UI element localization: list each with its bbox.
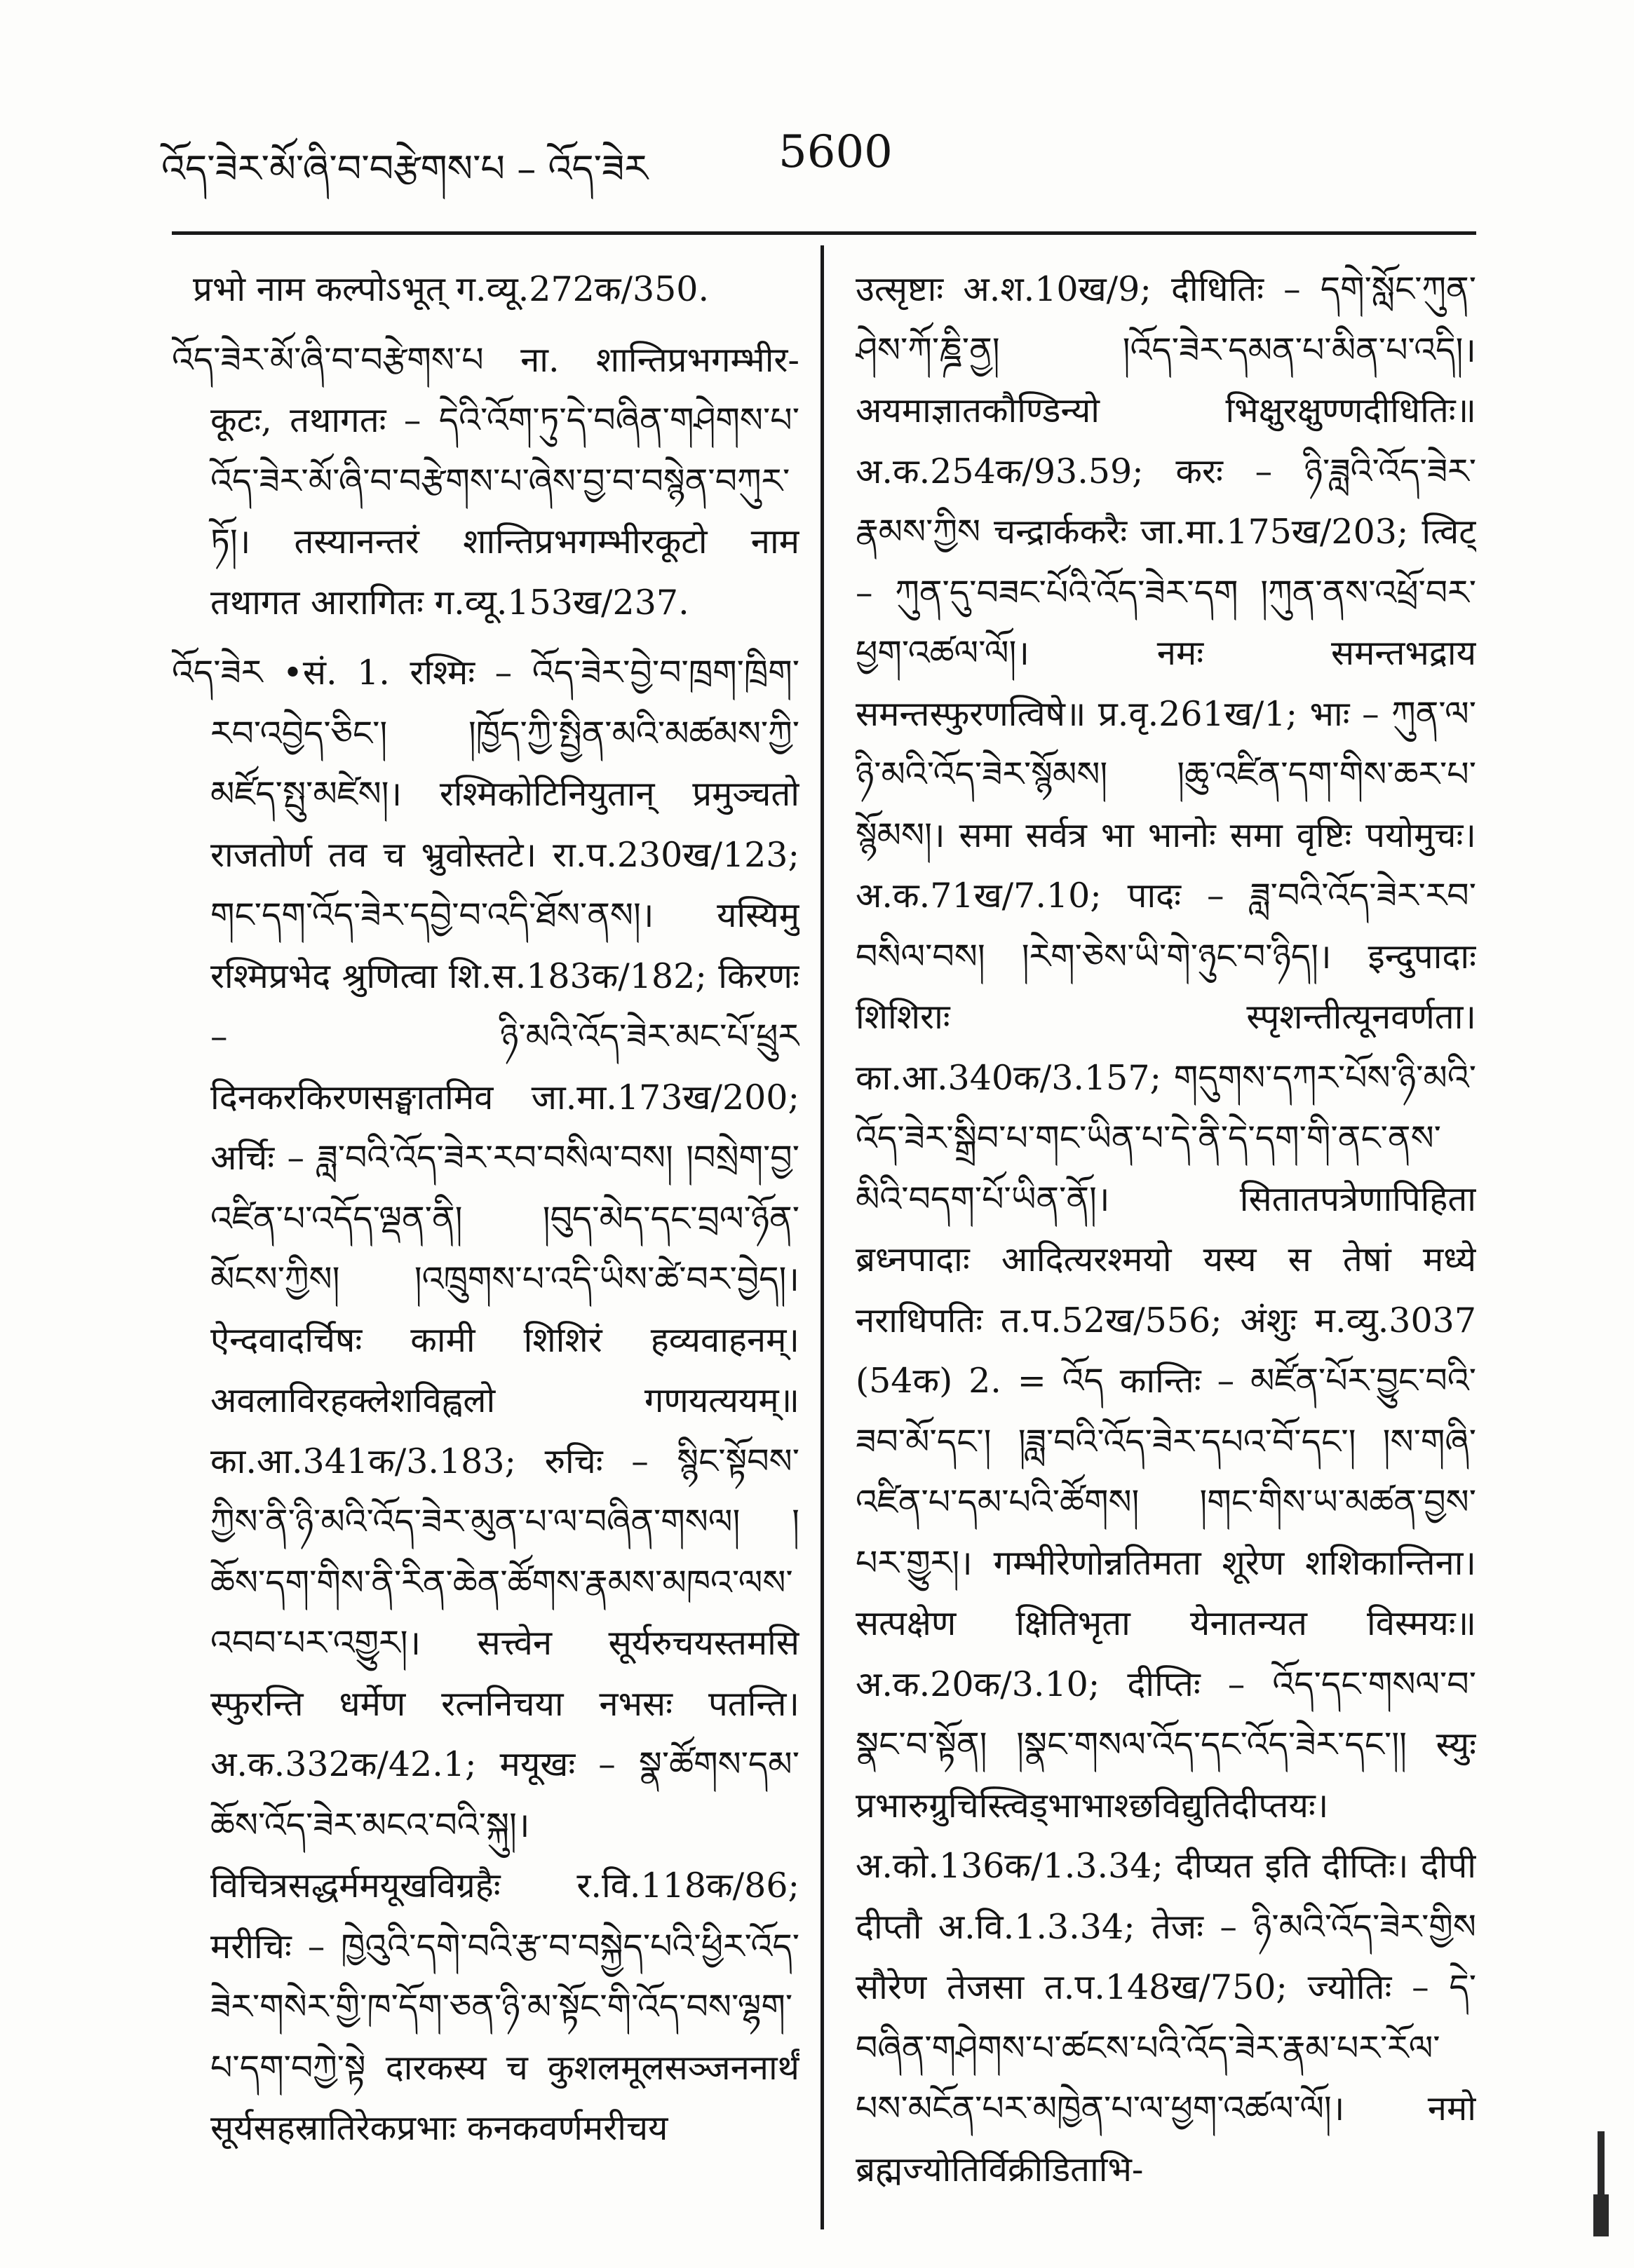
dictionary-entry: འོད་ཟེར •सं. 1. रश्मिः – འོད་ཟེར་བྱེ་བ་ཁྲག་ཁྲིག་རབ་འབྱེད་ཅིང་། །ཁྱོད་ཀྱི་སྤྱིན་མའི་མཚམས་ཀྱི་མཛོད་སྤུ་མཛེས།। रश्मिकोटिनियुतान् प्रमुञ्चतो राजतोर्ण तव च भ्रुवोस्तटे। रा.प.230ख/123; གང་དག་འོད་ཟེར་དབྱེ་བ་འདི་ཐོས་ནས།। यस्यिमु रश्मिप्रभेद श्रुणित्वा शि.स.183क/182; किरणः – ཉི་མའི་འོད་ཟེར་མང་པོ་ཕྲུར दिनकरकिरणसङ्घातमिव जा.मा.173ख/200; अर्चिः – ཟླ་བའི་འོད་ཟེར་རབ་བསིལ་བས། །བསྲེག་བྱ་འཛིན་པ་འདོད་ལྡན་ནི། །བུད་མེད་དང་བྲལ་ཉོན་མོངས་ཀྱིས། །འཁྲུགས་པ་འདི་ཡིས་ཚེ་བར་བྱེད།। ऐन्दवादर्चिषः कामी शिशिरं हव्यवाहनम्। अवलाविरहक्लेशविह्वलो गणयत्ययम्॥ का.आ.341क/3.183; रुचिः – སྙིང་སྟོབས་ཀྱིས་ནི་ཉི་མའི་འོད་ཟེར་མུན་པ་ལ་བཞིན་གསལ། །ཆོས་དག་གིས་ནི་རིན་ཆེན་ཚོགས་རྣམས་མཁའ་ལས་འབབ་པར་འགྱུར།। सत्त्वेन सूर्यरुचयस्तमसि स्फुरन्ति धर्मेण रत्ननिचया नभसः पतन्ति। अ.क.332क/42.1; मयूखः – སྣ་ཚོགས་དམ་ཆོས་འོད་ཟེར་མངའ་བའི་སྐུ།। विचित्रसद्धर्ममयूखविग्रहैः र.वि.118क/86; मरीचिः – ཁྱེའུའི་དགེ་བའི་རྩ་བ་བསྐྱེད་པའི་ཕྱིར་འོད་ཟེར་གསེར་གྱི་ཁ་དོག་ཅན་ཉི་མ་སྟོང་གི་འོད་བས་ལྷག་པ་དག་བཀྱེ་སྟེ दारकस्य च कुशलमूलसञ्जननार्थं सूर्यसहस्रातिरेकप्रभाः कनकवर्णमरीचय — [172, 653, 799, 2148]
right-column — [856, 259, 1476, 2229]
scan-edge-mark — [1598, 2131, 1605, 2236]
page-header — [161, 119, 1480, 203]
dictionary-entry: འོད་ཟེར་མོ་ཞི་བ་བརྩེགས་པ ना. शान्तिप्रभगम्भीर-कूटः, तथागतः – དེའི་འོག་ཏུ་དེ་བཞིན་གཤེགས་པ་འོད་ཟེར་མོ་ཞི་བ་བརྩེགས་པ་ཞེས་བྱ་བ་བསྙེན་བཀུར་ཏོ།। तस्यानन्तरं शान्तिप्रभगम्भीरकूटो नाम तथागत आरागितः ग.व्यू.153ख/237. — [172, 339, 799, 623]
page-number: 5600 — [778, 126, 893, 178]
column-divider — [821, 245, 824, 2229]
left-column — [172, 259, 799, 2229]
entry-continuation: उत्सृष्टाः अ.श.10ख/9; दीधितिः – དགེ་སློང་ཀུན་ཤེས་ཀོ་ཎྜི་ནྱ། །འོད་ཟེར་དམན་པ་མིན་པ་འདི།। अयमाज्ञातकौण्डिन्यो भिक्षुरक्षुण्णदीधितिः॥ अ.क.254क/93.59; करः – ཉི་ཟླའི་འོད་ཟེར་རྣམས་ཀྱིས चन्द्रार्ककरैः जा.मा.175ख/203; त्विट् – ཀུན་དུ་བཟང་པོའི་འོད་ཟེར་དག །ཀུན་ནས་འཕྲོ་བར་ཕྱག་འཚལ་ལོ།। नमः समन्तभद्राय समन्तस्फुरणत्विषे॥ प्र.वृ.261ख/1; भाः – ཀུན་ལ་ཉི་མའི་འོད་ཟེར་སྙོམས། །ཆུ་འཛིན་དག་གིས་ཆར་པ་སྙོམས།। समा सर्वत्र भा भानोः समा वृष्टिः पयोमुचः। अ.क.71ख/7.10; पादः – ཟླ་བའི་འོད་ཟེར་རབ་བསིལ་བས། །རེག་ཅེས་ཡི་གེ་ཉུང་བ་ཉིད།। इन्दुपादाः शिशिराः स्पृशन्तीत्यूनवर्णता। का.आ.340क/3.157; གདུགས་དཀར་པོས་ཉི་མའི་འོད་ཟེར་སྒྲིབ་པ་གང་ཡིན་པ་དེ་ནི་དེ་དག་གི་ནང་ནས་མིའི་བདག་པོ་ཡིན་ནོ།। सितातपत्रेणापिहिता ब्रध्नपादाः आदित्यरश्मयो यस्य स तेषां मध्ये नराधिपतिः त.प.52ख/556; अंशुः म.व्यु.3037 (54क) 2. = འོད कान्तिः – མཛོན་པོར་བྱུང་བའི་ཟབ་མོ་དང་། །ཟླ་བའི་འོད་ཟེར་དཔའ་བོ་དང་། །ས་གཞི་འཛིན་པ་དམ་པའི་ཚོགས། །གང་གིས་ཡ་མཚན་བྱས་པར་གྱུར།। गम्भीरेणोन्नतिमता शूरेण शशिकान्तिना। सत्पक्षेण क्षितिभृता येनातन्यत विस्मयः॥ अ.क.20क/3.10; दीप्तिः – འོད་དང་གསལ་བ་སྣང་བ་སྟོན། །སྣང་གསལ་འོད་དང་འོད་ཟེར་དང་།། स्युः प्रभारुग्रुचिस्त्विड्भाभाश्छविद्युतिदीप्तयः। अ.को.136क/1.3.34; दीप्यत इति दीप्तिः। दीपी दीप्तौ अ.वि.1.3.34; तेजः – ཉི་མའི་འོད་ཟེར་གྱིས सौरेण तेजसा त.प.148ख/750; ज्योतिः – དེ་བཞིན་གཤེགས་པ་ཚངས་པའི་འོད་ཟེར་རྣམ་པར་རོལ་པས་མངོན་པར་མཁྱེན་པ་ལ་ཕྱག་འཚལ་ལོ།। नमो ब्रह्मज्योतिर्विक्रीडिताभि- — [856, 269, 1476, 2189]
running-head: འོད་ཟེར་མོ་ཞི་བ་བརྩེགས་པ – འོད་ཟེར — [161, 147, 648, 191]
entry-continuation: प्रभो नाम कल्पोऽभूत् ग.व्यू.272क/350. — [193, 269, 710, 309]
header-rule — [172, 231, 1476, 235]
